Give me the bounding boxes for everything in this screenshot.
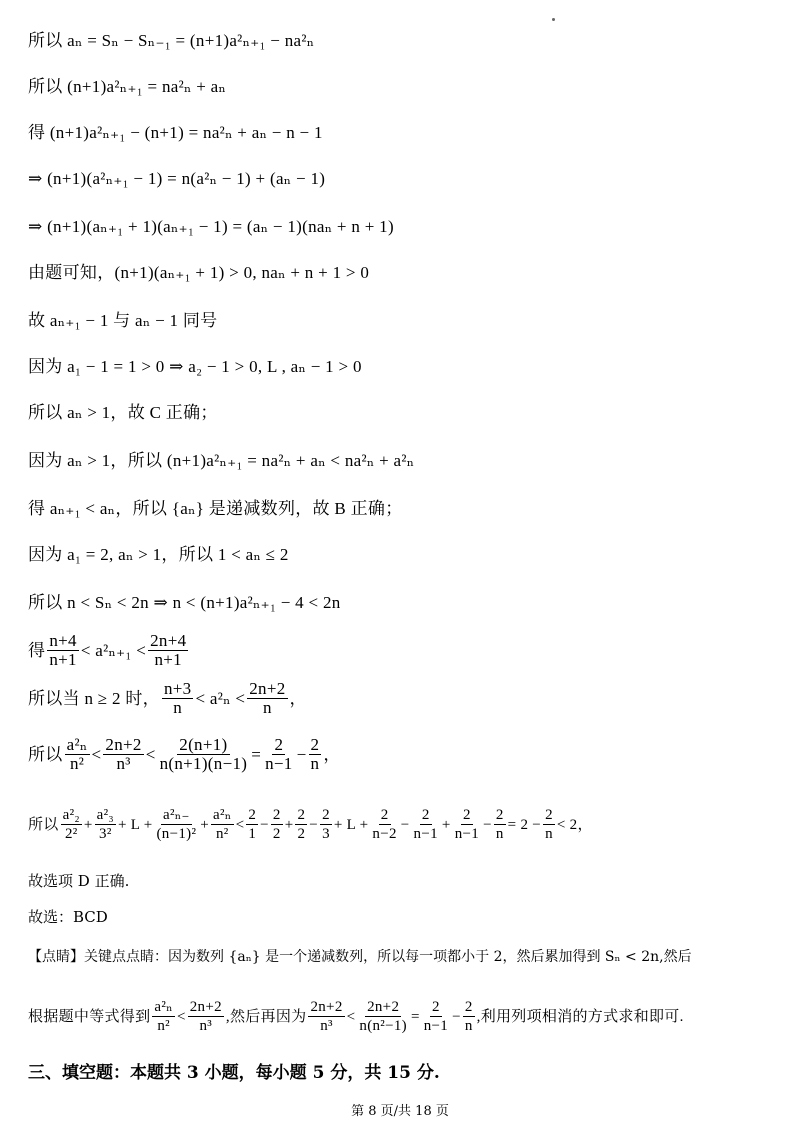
denominator: n−1 xyxy=(265,754,293,773)
text: < a²ₙ < xyxy=(195,688,246,708)
text: 所以 xyxy=(28,744,63,764)
numerator: a²ₙ xyxy=(154,999,173,1015)
fraction xyxy=(463,998,475,1035)
text: = xyxy=(410,1008,420,1025)
numerator: 2 xyxy=(545,807,553,823)
fraction-line-3 xyxy=(28,736,341,773)
text: + xyxy=(83,816,93,833)
denominator: n−2 xyxy=(372,826,397,842)
equation-line-9: 所以 aₙ > 1，故 C 正确； xyxy=(28,403,218,422)
text: ,利用列项相消的方式求和即可. xyxy=(476,1008,684,1025)
fraction xyxy=(357,998,409,1035)
fraction xyxy=(320,806,332,843)
text: < xyxy=(91,744,102,764)
equation-line-13: 所以 n < Sₙ < 2n ⇒ n < (n+1)a²ₙ₊₁ − 4 < 2n xyxy=(28,593,341,612)
equation-line-12: 因为 a₁ = 2, aₙ > 1，所以 1 < aₙ ≤ 2 xyxy=(28,545,289,564)
answer: 故选：BCD xyxy=(28,908,108,926)
numerator: 2n+2 xyxy=(105,735,142,754)
fraction xyxy=(211,806,234,843)
fraction xyxy=(308,998,344,1035)
numerator: 2 xyxy=(421,807,430,823)
fraction xyxy=(247,680,287,717)
text: − xyxy=(452,1008,461,1025)
fraction xyxy=(148,632,188,669)
fraction xyxy=(47,632,79,669)
fraction xyxy=(370,806,398,843)
denominator: n xyxy=(310,754,320,773)
denominator: (n−1)² xyxy=(156,826,197,842)
text: < xyxy=(346,1008,356,1025)
text: = xyxy=(251,744,262,764)
fraction xyxy=(158,736,250,773)
text: + L + xyxy=(333,816,369,833)
numerator: 2 xyxy=(310,735,320,754)
numerator: 2 xyxy=(248,807,257,823)
text: < xyxy=(145,744,156,764)
fraction xyxy=(246,806,258,843)
denominator: n² xyxy=(157,1018,170,1034)
denominator: 3² xyxy=(99,826,112,842)
numerator: 2n+2 xyxy=(189,999,222,1015)
numerator: 2(n+1) xyxy=(179,735,228,754)
equation-line-3: 得 (n+1)a²ₙ₊₁ − (n+1) = na²ₙ + aₙ − n − 1 xyxy=(28,123,323,142)
denominator: n xyxy=(173,698,183,717)
denominator: n xyxy=(545,826,553,842)
text: < 2， xyxy=(556,816,593,833)
text: 所以 xyxy=(28,816,59,833)
equation-line-10: 因为 aₙ > 1，所以 (n+1)a²ₙ₊₁ = na²ₙ + aₙ < na²ₙ + a²ₙ xyxy=(28,451,415,470)
comment-line-1: 【点睛】关键点点睛：因为数列 {aₙ} 是一个递减数列，所以每一项都小于 2，然后累加得到 Sₙ < 2n,然后 xyxy=(28,949,692,965)
page-footer: 第 8 页/共 18 页 xyxy=(351,1104,449,1119)
text: − xyxy=(483,816,492,833)
denominator: n³ xyxy=(199,1018,213,1034)
denominator: n−1 xyxy=(413,826,438,842)
fraction xyxy=(95,806,116,843)
denominator: n xyxy=(262,698,272,717)
text: = 2 − xyxy=(507,816,542,833)
equation-line-5: ⇒ (n+1)(aₙ₊₁ + 1)(aₙ₊₁ − 1) = (aₙ − 1)(naₙ + n + 1) xyxy=(28,217,394,236)
numerator: 2 xyxy=(322,807,330,823)
numerator: 2 xyxy=(431,999,440,1015)
fraction xyxy=(103,736,143,773)
numerator: a²₂ xyxy=(62,807,80,823)
denominator: n+1 xyxy=(154,650,182,669)
equation-line-8: 因为 a₁ − 1 = 1 > 0 ⇒ a₂ − 1 > 0, L , aₙ − 1 > 0 xyxy=(28,357,362,376)
denominator: n³ xyxy=(320,1018,333,1034)
denominator: n² xyxy=(215,826,229,842)
numerator: 2 xyxy=(272,807,281,823)
fraction xyxy=(188,998,224,1035)
text: − xyxy=(400,816,410,833)
text: 得 xyxy=(28,640,46,660)
fraction xyxy=(453,806,481,843)
fraction xyxy=(162,680,194,717)
denominator: n(n²−1) xyxy=(359,1018,407,1034)
text: 根据题中等式得到 xyxy=(28,1008,151,1025)
text: + xyxy=(200,816,210,833)
text: < a²ₙ₊₁ < xyxy=(80,640,147,660)
text: − xyxy=(260,816,269,833)
denominator: 2 xyxy=(272,826,281,842)
numerator: a²₃ xyxy=(96,807,114,823)
fraction-line-1 xyxy=(28,632,190,669)
numerator: a²ₙ xyxy=(66,735,88,754)
conclusion-d: 故选项 D 正确. xyxy=(28,872,130,890)
numerator: 2 xyxy=(462,807,471,823)
section-title: 三、填空题：本题共 3 小题，每小题 5 分，共 15 分. xyxy=(28,1063,440,1083)
text: ,然后再因为 xyxy=(225,1008,307,1025)
text: < xyxy=(176,1008,186,1025)
text: ， xyxy=(323,744,341,764)
scan-dot xyxy=(552,18,555,21)
denominator: 1 xyxy=(248,826,257,842)
fraction xyxy=(309,736,322,773)
fraction xyxy=(271,806,283,843)
text: − xyxy=(309,816,319,833)
fraction xyxy=(152,998,175,1035)
numerator: n+3 xyxy=(163,679,192,698)
equation-line-11: 得 aₙ₊₁ < aₙ，所以 {aₙ} 是递减数列，故 B 正确； xyxy=(28,499,403,518)
denominator: 2² xyxy=(64,826,78,842)
text: ， xyxy=(289,688,307,708)
numerator: 2n+2 xyxy=(367,999,400,1015)
fraction xyxy=(295,806,307,843)
numerator: 2n+4 xyxy=(150,631,187,650)
numerator: 2n+2 xyxy=(249,679,286,698)
numerator: 2 xyxy=(380,807,389,823)
equation-line-7: 故 aₙ₊₁ − 1 与 aₙ − 1 同号 xyxy=(28,311,218,330)
numerator: 2 xyxy=(274,735,284,754)
denominator: n xyxy=(464,1018,473,1034)
fraction xyxy=(65,736,90,773)
text: − xyxy=(296,744,307,764)
fraction xyxy=(422,998,450,1035)
equation-line-4: ⇒ (n+1)(a²ₙ₊₁ − 1) = n(a²ₙ − 1) + (aₙ − 1) xyxy=(28,169,326,188)
denominator: 3 xyxy=(322,826,330,842)
text: 所以当 n ≥ 2 时， xyxy=(28,688,160,708)
comment-line-2 xyxy=(28,998,684,1035)
equation-line-6: 由题可知，(n+1)(aₙ₊₁ + 1) > 0, naₙ + n + 1 > 0 xyxy=(28,263,370,282)
fraction xyxy=(494,806,506,843)
text: < xyxy=(235,816,245,833)
fraction xyxy=(263,736,295,773)
numerator: 2 xyxy=(464,999,473,1015)
denominator: n−1 xyxy=(423,1018,449,1034)
numerator: 2 xyxy=(495,807,504,823)
text: + xyxy=(284,816,294,833)
fraction-line-4 xyxy=(28,806,593,843)
denominator: n xyxy=(495,826,504,842)
fraction xyxy=(155,806,199,843)
numerator: n+4 xyxy=(49,631,77,650)
denominator: 2 xyxy=(297,826,306,842)
denominator: n+1 xyxy=(49,650,77,669)
denominator: n−1 xyxy=(454,826,480,842)
fraction xyxy=(543,806,555,843)
text: + xyxy=(441,816,451,833)
fraction xyxy=(61,806,82,843)
text: + L + xyxy=(117,816,153,833)
numerator: 2n+2 xyxy=(310,999,343,1015)
denominator: n² xyxy=(69,754,85,773)
numerator: 2 xyxy=(297,807,306,823)
numerator: a²ₙ xyxy=(213,807,232,823)
fraction-line-2 xyxy=(28,680,307,717)
denominator: n(n+1)(n−1) xyxy=(159,754,248,773)
denominator: n³ xyxy=(116,754,131,773)
fraction xyxy=(412,806,440,843)
equation-line-1: 所以 aₙ = Sₙ − Sₙ₋₁ = (n+1)a²ₙ₊₁ − na²ₙ xyxy=(28,31,315,50)
numerator: a²ₙ₋ xyxy=(162,807,190,823)
equation-line-2: 所以 (n+1)a²ₙ₊₁ = na²ₙ + aₙ xyxy=(28,77,227,96)
